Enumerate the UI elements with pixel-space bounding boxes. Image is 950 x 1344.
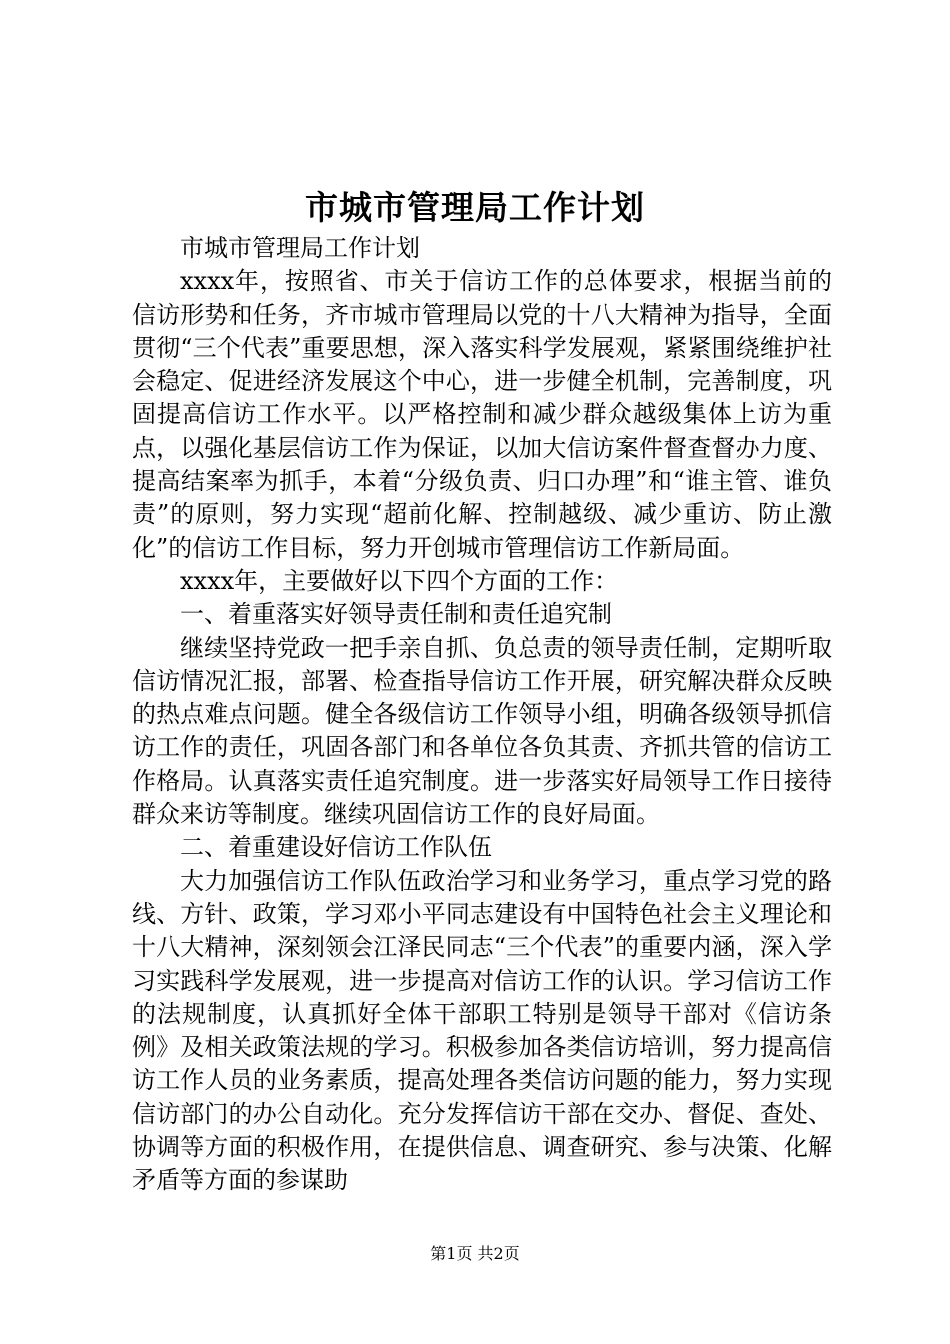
paragraph-intro: xxxx年，按照省、市关于信访工作的总体要求，根据当前的信访形势和任务，齐市城市管理局以党的十八大精神为指导，全面贯彻“三个代表”重要思想，深入落实科学发展观，紧紧围绕维护社会稳定、促进经济发展这个中心，进一步健全机制，完善制度，巩固提高信访工作水平。以严格控制和减少群众越级集体上访为重点，以强化基层信访工作为保证，以加大信访案件督查督办力度、提高结案率为抓手，本着“分级负责、归口办理”和“谁主管、谁负责”的原则，努力实现“超前化解、控制越级、减少重访、防止激化”的信访工作目标，努力开创城市管理信访工作新局面。: [132, 267, 832, 562]
paragraph-section-2: 大力加强信访工作队伍政治学习和业务学习，重点学习党的路线、方针、政策，学习邓小平同志建设有中国特色社会主义理论和十八大精神，深刻领会江泽民同志“三个代表”的重要内涵，深入学习实践科学发展观，进一步提高对信访工作的认识。学习信访工作的法规制度，认真抓好全体干部职工特别是领导干部对《信访条例》及相关政策法规的学习。积极参加各类信访培训，努力提高信访工作人员的业务素质，提高处理各类信访问题的能力，努力实现信访部门的办公自动化。充分发挥信访干部在交办、督促、查处、协调等方面的积极作用，在提供信息、调查研究、参与决策、化解矛盾等方面的参谋助: [132, 866, 832, 1195]
page-number-footer: 第1页 共2页: [430, 1244, 520, 1263]
paragraph-section-1: 继续坚持党政一把手亲自抓、负总责的领导责任制，定期听取信访情况汇报，部署、检查指导信访工作开展，研究解决群众反映的热点难点问题。健全各级信访工作领导小组，明确各级领导抓信访工作的责任，巩固各部门和各单位各负其责、齐抓共管的信访工作格局。认真落实责任追究制度。进一步落实好局领导工作日接待群众来访等制度。继续巩固信访工作的良好局面。: [132, 633, 832, 829]
section-heading-2: 二、着重建设好信访工作队伍: [180, 833, 492, 862]
document-title: 市城市管理局工作计划: [305, 188, 645, 227]
paragraph-tasks-lead: xxxx年，主要做好以下四个方面的工作：: [180, 566, 619, 595]
document-body: [132, 232, 832, 1198]
section-heading-1: 一、着重落实好领导责任制和责任追究制: [180, 600, 612, 629]
paragraph-subtitle: 市城市管理局工作计划: [180, 234, 420, 262]
